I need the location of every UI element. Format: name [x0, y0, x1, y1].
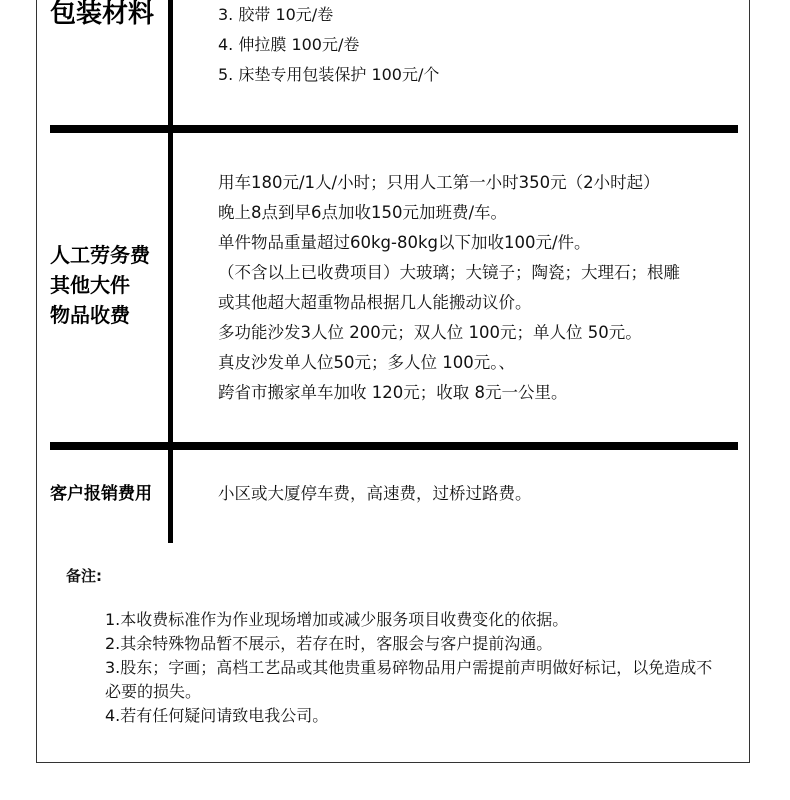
- notes-title: 备注:: [66, 567, 102, 585]
- labor-fee-line: 单件物品重量超过60kg-80kg以下加收100元/件。: [218, 233, 591, 252]
- labor-title-line: 人工劳务费: [50, 243, 150, 267]
- column-divider: [168, 450, 173, 543]
- note-item: 1.本收费标准作为作业现场增加或减少服务项目收费变化的依据。: [105, 610, 569, 629]
- labor-section-title: [50, 240, 150, 330]
- note-item: 4.若有任何疑问请致电我公司。: [105, 706, 329, 725]
- labor-fee-line: 或其他超大超重物品根据几人能搬动议价。: [218, 293, 532, 312]
- labor-fee-line: 用车180元/1人/小时；只用人工第一小时350元（2小时起）: [218, 173, 660, 192]
- note-item: 2.其余特殊物品暂不展示，若存在时，客服会与客户提前沟通。: [105, 634, 553, 653]
- reimburse-text: 小区或大厦停车费，高速费，过桥过路费。: [218, 484, 532, 503]
- labor-fee-line: 多功能沙发3人位 200元；双人位 100元；单人位 50元。: [218, 323, 642, 342]
- packaging-item: 3. 胶带 10元/卷: [218, 5, 334, 24]
- labor-fee-line: 真皮沙发单人位50元；多人位 100元。、: [218, 353, 515, 372]
- column-divider: [168, 0, 173, 128]
- labor-title-line: 其他大件: [50, 273, 130, 297]
- labor-fee-line: （不含以上已收费项目）大玻璃；大镜子；陶瓷；大理石；根雕: [218, 263, 680, 282]
- labor-fee-line: 晚上8点到早6点加收150元加班费/车。: [218, 203, 508, 222]
- reimburse-section-title: 客户报销费用: [50, 484, 152, 504]
- labor-fee-line: 跨省市搬家单车加收 120元；收取 8元一公里。: [218, 383, 568, 402]
- packaging-item: 5. 床垫专用包装保护 100元/个: [218, 65, 440, 84]
- column-divider: [168, 133, 173, 443]
- notes-list: [105, 608, 715, 728]
- labor-fee-details: [218, 168, 680, 408]
- row-divider: [50, 442, 738, 450]
- row-divider: [50, 125, 738, 133]
- labor-title-line: 物品收费: [50, 303, 130, 327]
- packaging-section-title: 包装材料: [50, 0, 155, 29]
- note-item: 3.股东；字画；高档工艺品或其他贵重易碎物品用户需提前声明做好标记，以免造成不必要的损失。: [105, 658, 713, 701]
- packaging-item: 4. 伸拉膜 100元/卷: [218, 35, 360, 54]
